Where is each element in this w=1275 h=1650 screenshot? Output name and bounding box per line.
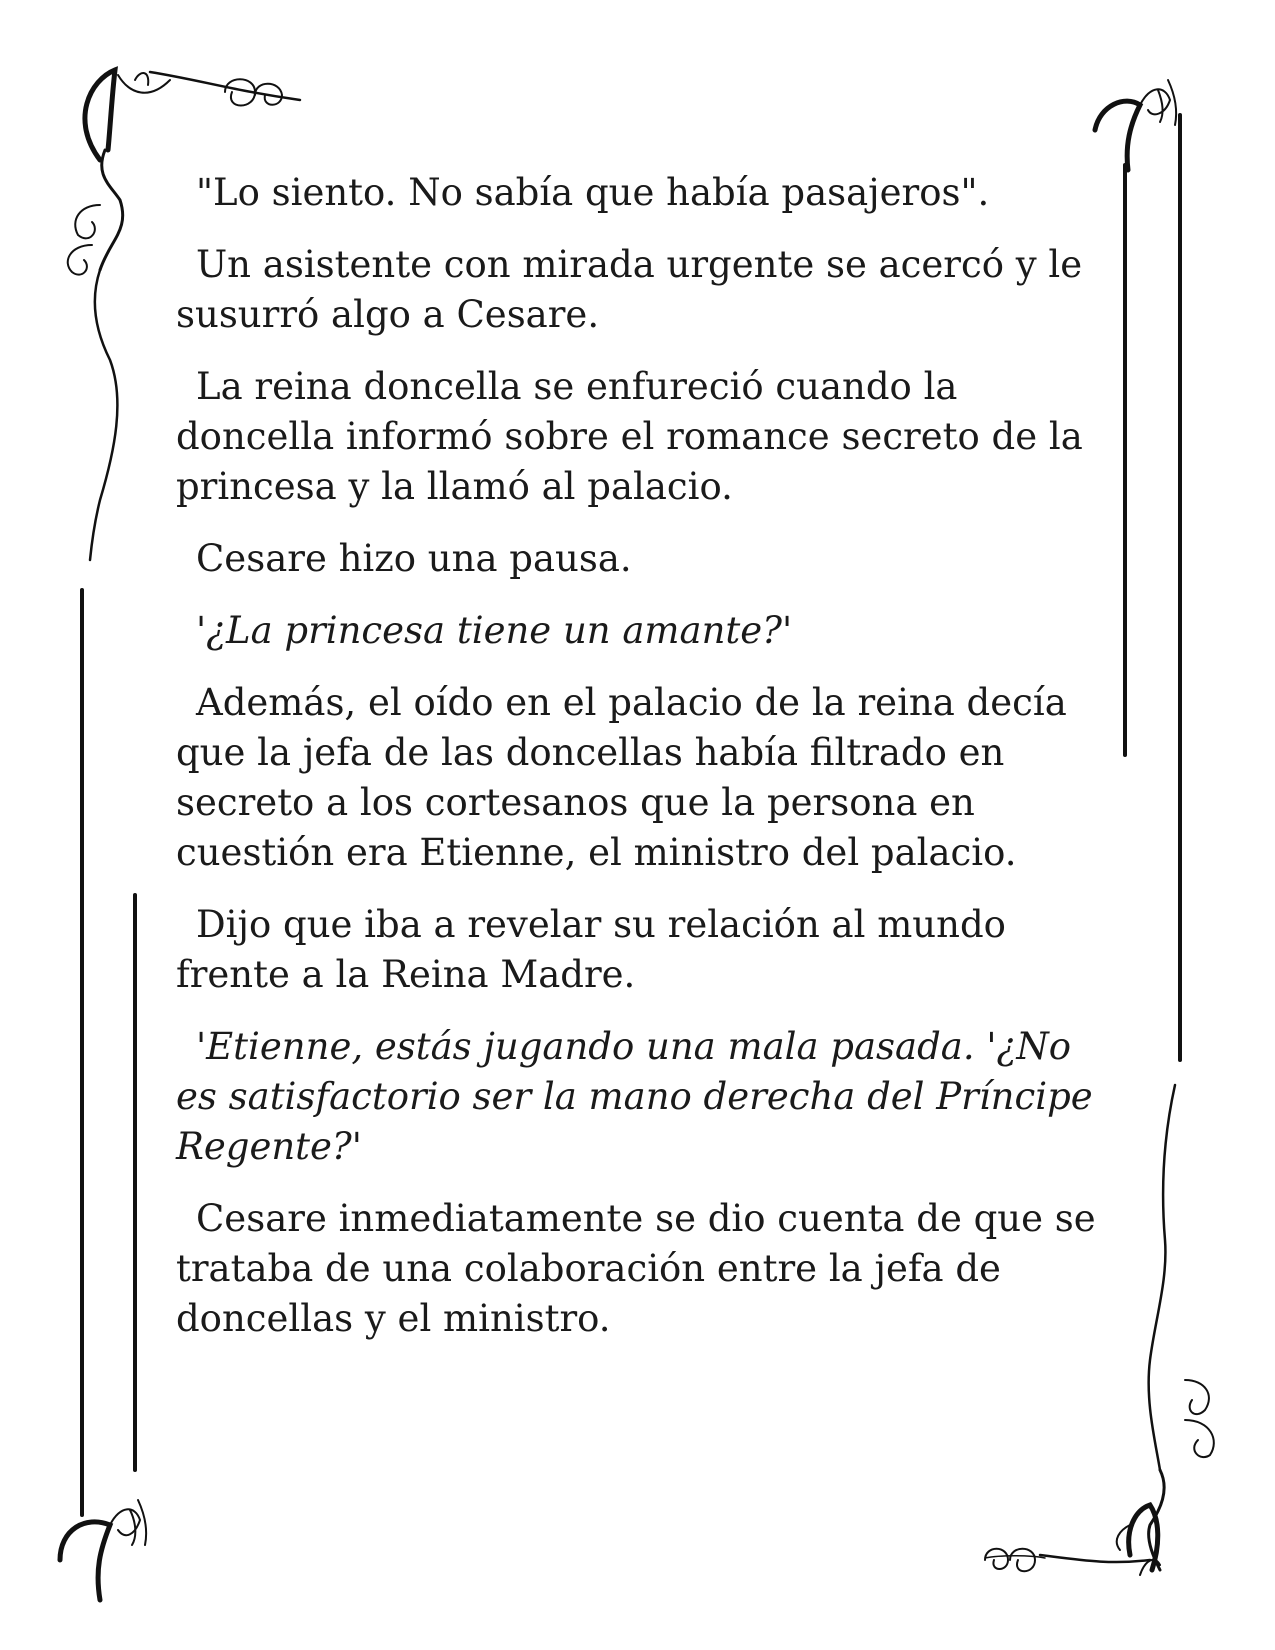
- top-right-flourish-icon: [1095, 80, 1176, 170]
- paragraph: Cesare hizo una pausa.: [196, 537, 632, 580]
- page-body: [176, 168, 1111, 1366]
- paragraph: Además, el oído en el palacio de la reina decía que la jefa de las doncellas había filtrado en secreto a los cortesanos que la persona en cuestión era Etienne, el ministro del palacio.: [176, 681, 1067, 874]
- italic-paragraph: '¿La princesa tiene un amante?': [196, 609, 793, 652]
- italic-paragraph: 'Etienne, estás jugando una mala pasada. '¿No es satisfactorio ser la mano derecha del Príncipe Regente?': [176, 1025, 1093, 1168]
- paragraph: Un asistente con mirada urgente se acercó y le susurró algo a Cesare.: [176, 243, 1083, 336]
- paragraph: La reina doncella se enfureció cuando la doncella informó sobre el romance secreto de la princesa y la llamó al palacio.: [176, 365, 1083, 508]
- paragraph: Dijo que iba a revelar su relación al mundo frente a la Reina Madre.: [176, 903, 1006, 996]
- paragraph: Cesare inmediatamente se dio cuenta de que se trataba de una colaboración entre la jefa de doncellas y el ministro.: [176, 1197, 1096, 1340]
- bottom-left-flourish-icon: [60, 1500, 146, 1600]
- paragraph: "Lo siento. No sabía que había pasajeros".: [196, 171, 990, 214]
